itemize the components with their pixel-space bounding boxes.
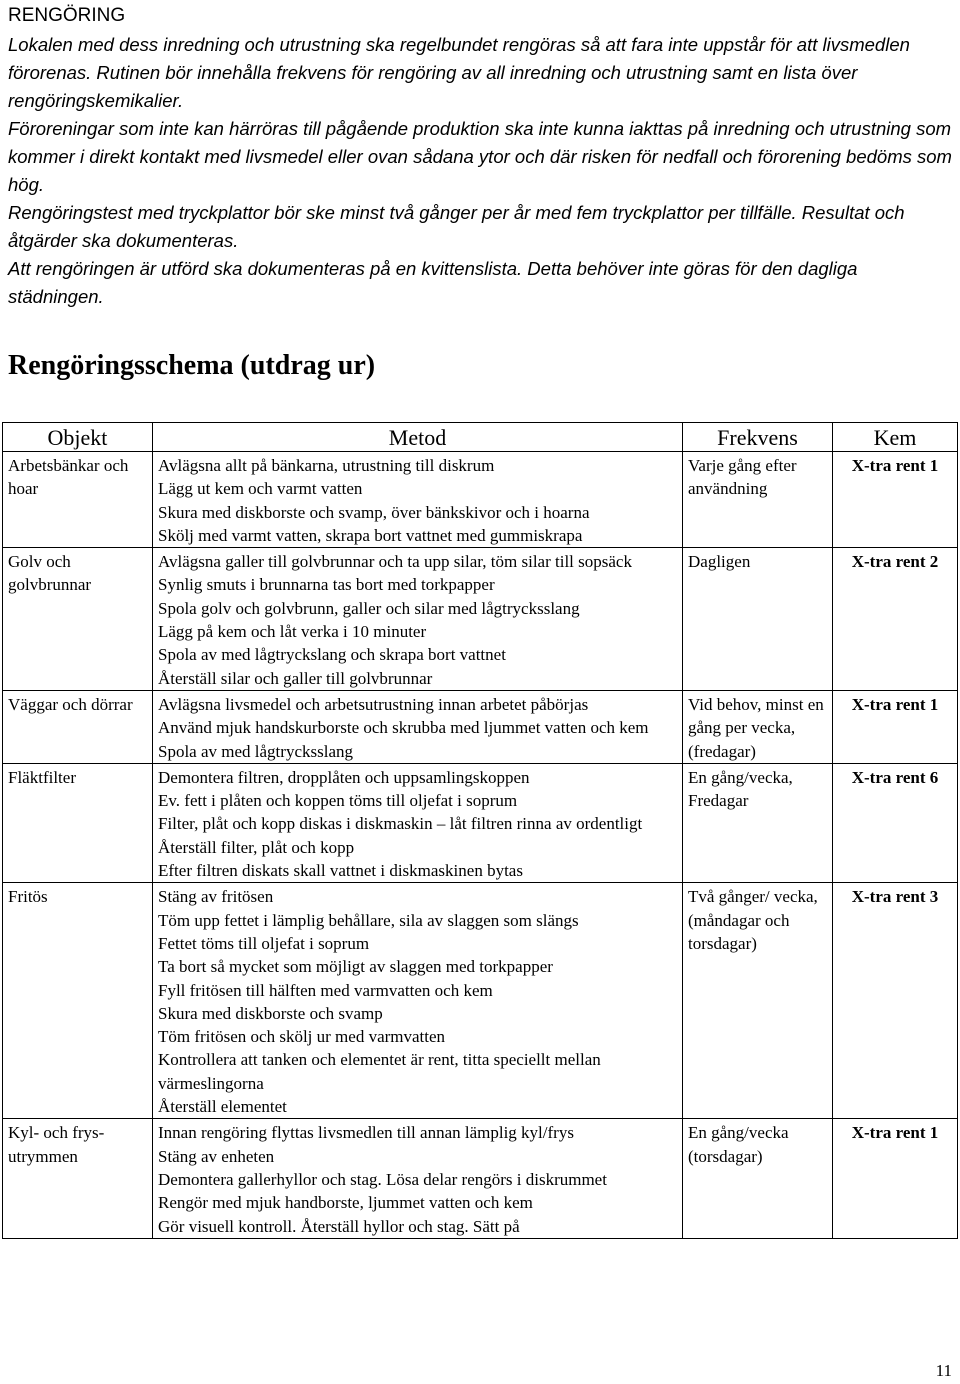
cell-metod xyxy=(153,1119,683,1238)
method-step: Avlägsna livsmedel och arbetsutrustning innan arbetet påbörjas xyxy=(158,694,589,714)
method-step: Ta bort så mycket som möjligt av slaggen med torkpapper xyxy=(158,957,553,977)
cell-kem: X-tra rent 1 xyxy=(833,1119,958,1238)
cell-kem: X-tra rent 3 xyxy=(833,883,958,1119)
cell-frekvens: Två gånger/ vecka, (måndagar och torsdagar) xyxy=(683,883,833,1119)
method-step: Avlägsna allt på bänkarna, utrustning till diskrum xyxy=(158,456,495,475)
method-step: Demontera gallerhyllor och stag. Lösa delar rengörs i diskrummet xyxy=(158,1169,607,1189)
method-step: Lägg på kem och låt verka i 10 minuter xyxy=(158,622,427,642)
method-step: Rengör med mjuk handborste, ljummet vatten och kem xyxy=(158,1193,533,1213)
page-number: 11 xyxy=(935,1361,952,1380)
method-step: Spola golv och golvbrunn, galler och silar med lågtrycksslang xyxy=(158,598,580,618)
cell-metod xyxy=(153,883,683,1119)
method-step: Skölj med varmt vatten, skrapa bort vattnet med gummiskrapa xyxy=(158,525,583,545)
method-step: Återställ silar och galler till golvbrunnar xyxy=(158,668,433,688)
intro-text xyxy=(8,31,953,311)
method-step: Demontera filtren, dropplåten och uppsamlingskoppen xyxy=(158,767,530,787)
cell-kem: X-tra rent 2 xyxy=(833,548,958,691)
method-step: Skura med diskborste och svamp xyxy=(158,1003,383,1023)
schema-title: Rengöringsschema (utdrag ur) xyxy=(8,350,376,381)
cell-objekt: Arbetsbänkar och hoar xyxy=(3,452,153,548)
method-step: Spola av med lågtrycksslang xyxy=(158,741,353,761)
table-row xyxy=(3,1119,958,1238)
method-step: Avlägsna galler till golvbrunnar och ta upp silar, töm silar till sopsäck xyxy=(158,552,632,572)
cell-frekvens: En gång/vecka, Fredagar xyxy=(683,763,833,882)
cell-objekt: Golv och golvbrunnar xyxy=(3,548,153,691)
table-header-row xyxy=(3,423,958,452)
method-step: Fettet töms till oljefat i soprum xyxy=(158,933,370,953)
cell-metod xyxy=(153,452,683,548)
method-step: Skura med diskborste och svamp, över bänkskivor och i hoarna xyxy=(158,502,590,522)
intro-paragraph: Rengöringstest med tryckplattor bör ske minst två gånger per år med fem tryckplattor per tillfälle. Resultat och åtgärder ska dokumenteras. xyxy=(8,202,905,251)
cell-objekt: Fläktfilter xyxy=(3,763,153,882)
method-step: Innan rengöring flyttas livsmedlen till annan lämplig kyl/frys xyxy=(158,1123,574,1143)
header-metod: Metod xyxy=(153,423,683,452)
table-row xyxy=(3,690,958,763)
method-step: Efter filtren diskats skall vattnet i diskmaskinen bytas xyxy=(158,861,523,881)
cell-metod xyxy=(153,548,683,691)
table-row xyxy=(3,883,958,1119)
cell-frekvens: Dagligen xyxy=(683,548,833,691)
method-step: Filter, plåt och kopp diskas i diskmaskin – låt filtren rinna av ordentligt xyxy=(158,814,643,834)
intro-paragraph: Lokalen med dess inredning och utrustning ska regelbundet rengöras så att fara inte uppstår för att livsmedlen förorenas. Rutinen bör innehålla frekvens för rengöring av all inredning och utrustning samt en lista över rengöringskemikalier. xyxy=(8,34,910,111)
cell-frekvens: Vid behov, minst en gång per vecka, (fredagar) xyxy=(683,690,833,763)
cell-metod xyxy=(153,690,683,763)
method-step: Stäng av enheten xyxy=(158,1146,275,1166)
table-row xyxy=(3,548,958,691)
header-frekvens: Frekvens xyxy=(683,423,833,452)
cell-objekt: Kyl- och frys-utrymmen xyxy=(3,1119,153,1238)
cell-objekt: Fritös xyxy=(3,883,153,1119)
method-step: Lägg ut kem och varmt vatten xyxy=(158,479,363,499)
section-heading: RENGÖRING xyxy=(8,5,126,26)
intro-paragraph: Föroreningar som inte kan härröras till pågående produktion ska inte kunna iakttas på inredning och utrustning som kommer i direkt kontakt med livsmedel eller ovan sådana ytor och där risken för nedfall och förorening bedöms som hög. xyxy=(8,118,952,195)
method-step: Gör visuell kontroll. Återställ hyllor och stag. Sätt på xyxy=(158,1216,520,1236)
cell-kem: X-tra rent 1 xyxy=(833,452,958,548)
cell-objekt: Väggar och dörrar xyxy=(3,690,153,763)
cell-kem: X-tra rent 6 xyxy=(833,763,958,882)
method-step: Kontrollera att tanken och elementet är rent, titta speciellt mellan värmeslingorna xyxy=(158,1050,601,1093)
method-step: Återställ filter, plåt och kopp xyxy=(158,837,355,857)
cleaning-schedule-table xyxy=(2,422,958,1239)
method-step: Använd mjuk handskurborste och skrubba med ljummet vatten och kem xyxy=(158,718,649,738)
method-step: Ev. fett i plåten och koppen töms till oljefat i soprum xyxy=(158,791,518,811)
cell-frekvens: En gång/vecka (torsdagar) xyxy=(683,1119,833,1238)
method-step: Stäng av fritösen xyxy=(158,887,274,907)
method-step: Fyll fritösen till hälften med varmvatten och kem xyxy=(158,980,493,1000)
method-step: Spola av med lågtryckslang och skrapa bort vattnet xyxy=(158,645,506,665)
intro-paragraph: Att rengöringen är utförd ska dokumenteras på en kvittenslista. Detta behöver inte göras för den dagliga städningen. xyxy=(8,258,858,307)
method-step: Töm upp fettet i lämplig behållare, sila av slaggen som slängs xyxy=(158,910,579,930)
header-kem: Kem xyxy=(833,423,958,452)
cell-kem: X-tra rent 1 xyxy=(833,690,958,763)
table-row xyxy=(3,452,958,548)
cell-frekvens: Varje gång efter användning xyxy=(683,452,833,548)
table-row xyxy=(3,763,958,882)
method-step: Töm fritösen och skölj ur med varmvatten xyxy=(158,1027,446,1047)
header-objekt: Objekt xyxy=(3,423,153,452)
method-step: Återställ elementet xyxy=(158,1097,287,1117)
cell-metod xyxy=(153,763,683,882)
method-step: Synlig smuts i brunnarna tas bort med torkpapper xyxy=(158,575,495,595)
